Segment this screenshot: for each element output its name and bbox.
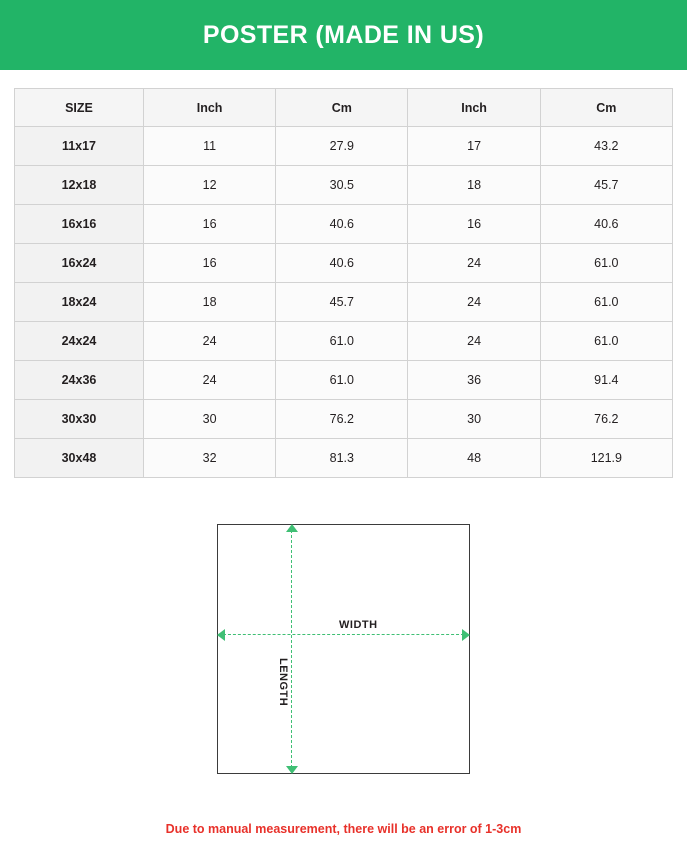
cell-width-inch: 24 [143, 322, 275, 361]
cell-length-inch: 17 [408, 127, 540, 166]
table-row [15, 283, 673, 322]
table-row [15, 439, 673, 478]
width-label: WIDTH [335, 617, 382, 633]
column-header-width-inch: Inch [143, 89, 275, 127]
header-banner [0, 0, 687, 70]
table-header-row [15, 89, 673, 127]
column-header-length-cm: Cm [540, 89, 672, 127]
cell-width-inch: 18 [143, 283, 275, 322]
measurement-disclaimer: Due to manual measurement, there will be an error of 1-3cm [165, 822, 522, 836]
cell-length-cm: 61.0 [540, 322, 672, 361]
width-arrow-line [223, 634, 464, 635]
cell-size: 16x16 [15, 205, 144, 244]
cell-width-cm: 30.5 [276, 166, 408, 205]
cell-width-cm: 40.6 [276, 244, 408, 283]
cell-width-cm: 45.7 [276, 283, 408, 322]
measurement-diagram [217, 524, 470, 774]
cell-width-inch: 12 [143, 166, 275, 205]
cell-length-cm: 61.0 [540, 283, 672, 322]
cell-size: 12x18 [15, 166, 144, 205]
arrow-up-icon [286, 524, 298, 532]
cell-width-inch: 16 [143, 205, 275, 244]
table-row [15, 205, 673, 244]
cell-size: 30x48 [15, 439, 144, 478]
cell-width-cm: 61.0 [276, 361, 408, 400]
cell-width-inch: 24 [143, 361, 275, 400]
length-label: LENGTH [275, 654, 291, 710]
cell-length-cm: 91.4 [540, 361, 672, 400]
cell-size: 18x24 [15, 283, 144, 322]
cell-length-cm: 121.9 [540, 439, 672, 478]
cell-length-inch: 24 [408, 244, 540, 283]
poster-outline [217, 524, 470, 774]
cell-size: 30x30 [15, 400, 144, 439]
column-header-size: SIZE [15, 89, 144, 127]
column-header-width-cm: Cm [276, 89, 408, 127]
table-row [15, 322, 673, 361]
cell-length-inch: 24 [408, 283, 540, 322]
cell-width-inch: 32 [143, 439, 275, 478]
size-table [14, 88, 673, 478]
cell-size: 16x24 [15, 244, 144, 283]
cell-length-cm: 61.0 [540, 244, 672, 283]
cell-length-inch: 16 [408, 205, 540, 244]
cell-width-inch: 16 [143, 244, 275, 283]
arrow-down-icon [286, 766, 298, 774]
cell-width-cm: 61.0 [276, 322, 408, 361]
table-row [15, 244, 673, 283]
cell-width-inch: 30 [143, 400, 275, 439]
cell-width-inch: 11 [143, 127, 275, 166]
cell-length-cm: 43.2 [540, 127, 672, 166]
cell-length-inch: 30 [408, 400, 540, 439]
table-row [15, 127, 673, 166]
cell-length-inch: 48 [408, 439, 540, 478]
table-row [15, 166, 673, 205]
cell-size: 24x36 [15, 361, 144, 400]
arrow-right-icon [462, 629, 470, 641]
cell-width-cm: 81.3 [276, 439, 408, 478]
table-body [15, 127, 673, 478]
page-title: POSTER (MADE IN US) [202, 20, 485, 49]
size-table-container [14, 88, 673, 478]
cell-length-inch: 24 [408, 322, 540, 361]
cell-length-cm: 40.6 [540, 205, 672, 244]
arrow-left-icon [217, 629, 225, 641]
cell-width-cm: 40.6 [276, 205, 408, 244]
cell-size: 11x17 [15, 127, 144, 166]
cell-length-cm: 45.7 [540, 166, 672, 205]
cell-length-inch: 18 [408, 166, 540, 205]
table-header [15, 89, 673, 127]
cell-length-cm: 76.2 [540, 400, 672, 439]
cell-length-inch: 36 [408, 361, 540, 400]
table-row [15, 400, 673, 439]
cell-size: 24x24 [15, 322, 144, 361]
cell-width-cm: 76.2 [276, 400, 408, 439]
column-header-length-inch: Inch [408, 89, 540, 127]
length-arrow-line [291, 530, 292, 768]
table-row [15, 361, 673, 400]
cell-width-cm: 27.9 [276, 127, 408, 166]
